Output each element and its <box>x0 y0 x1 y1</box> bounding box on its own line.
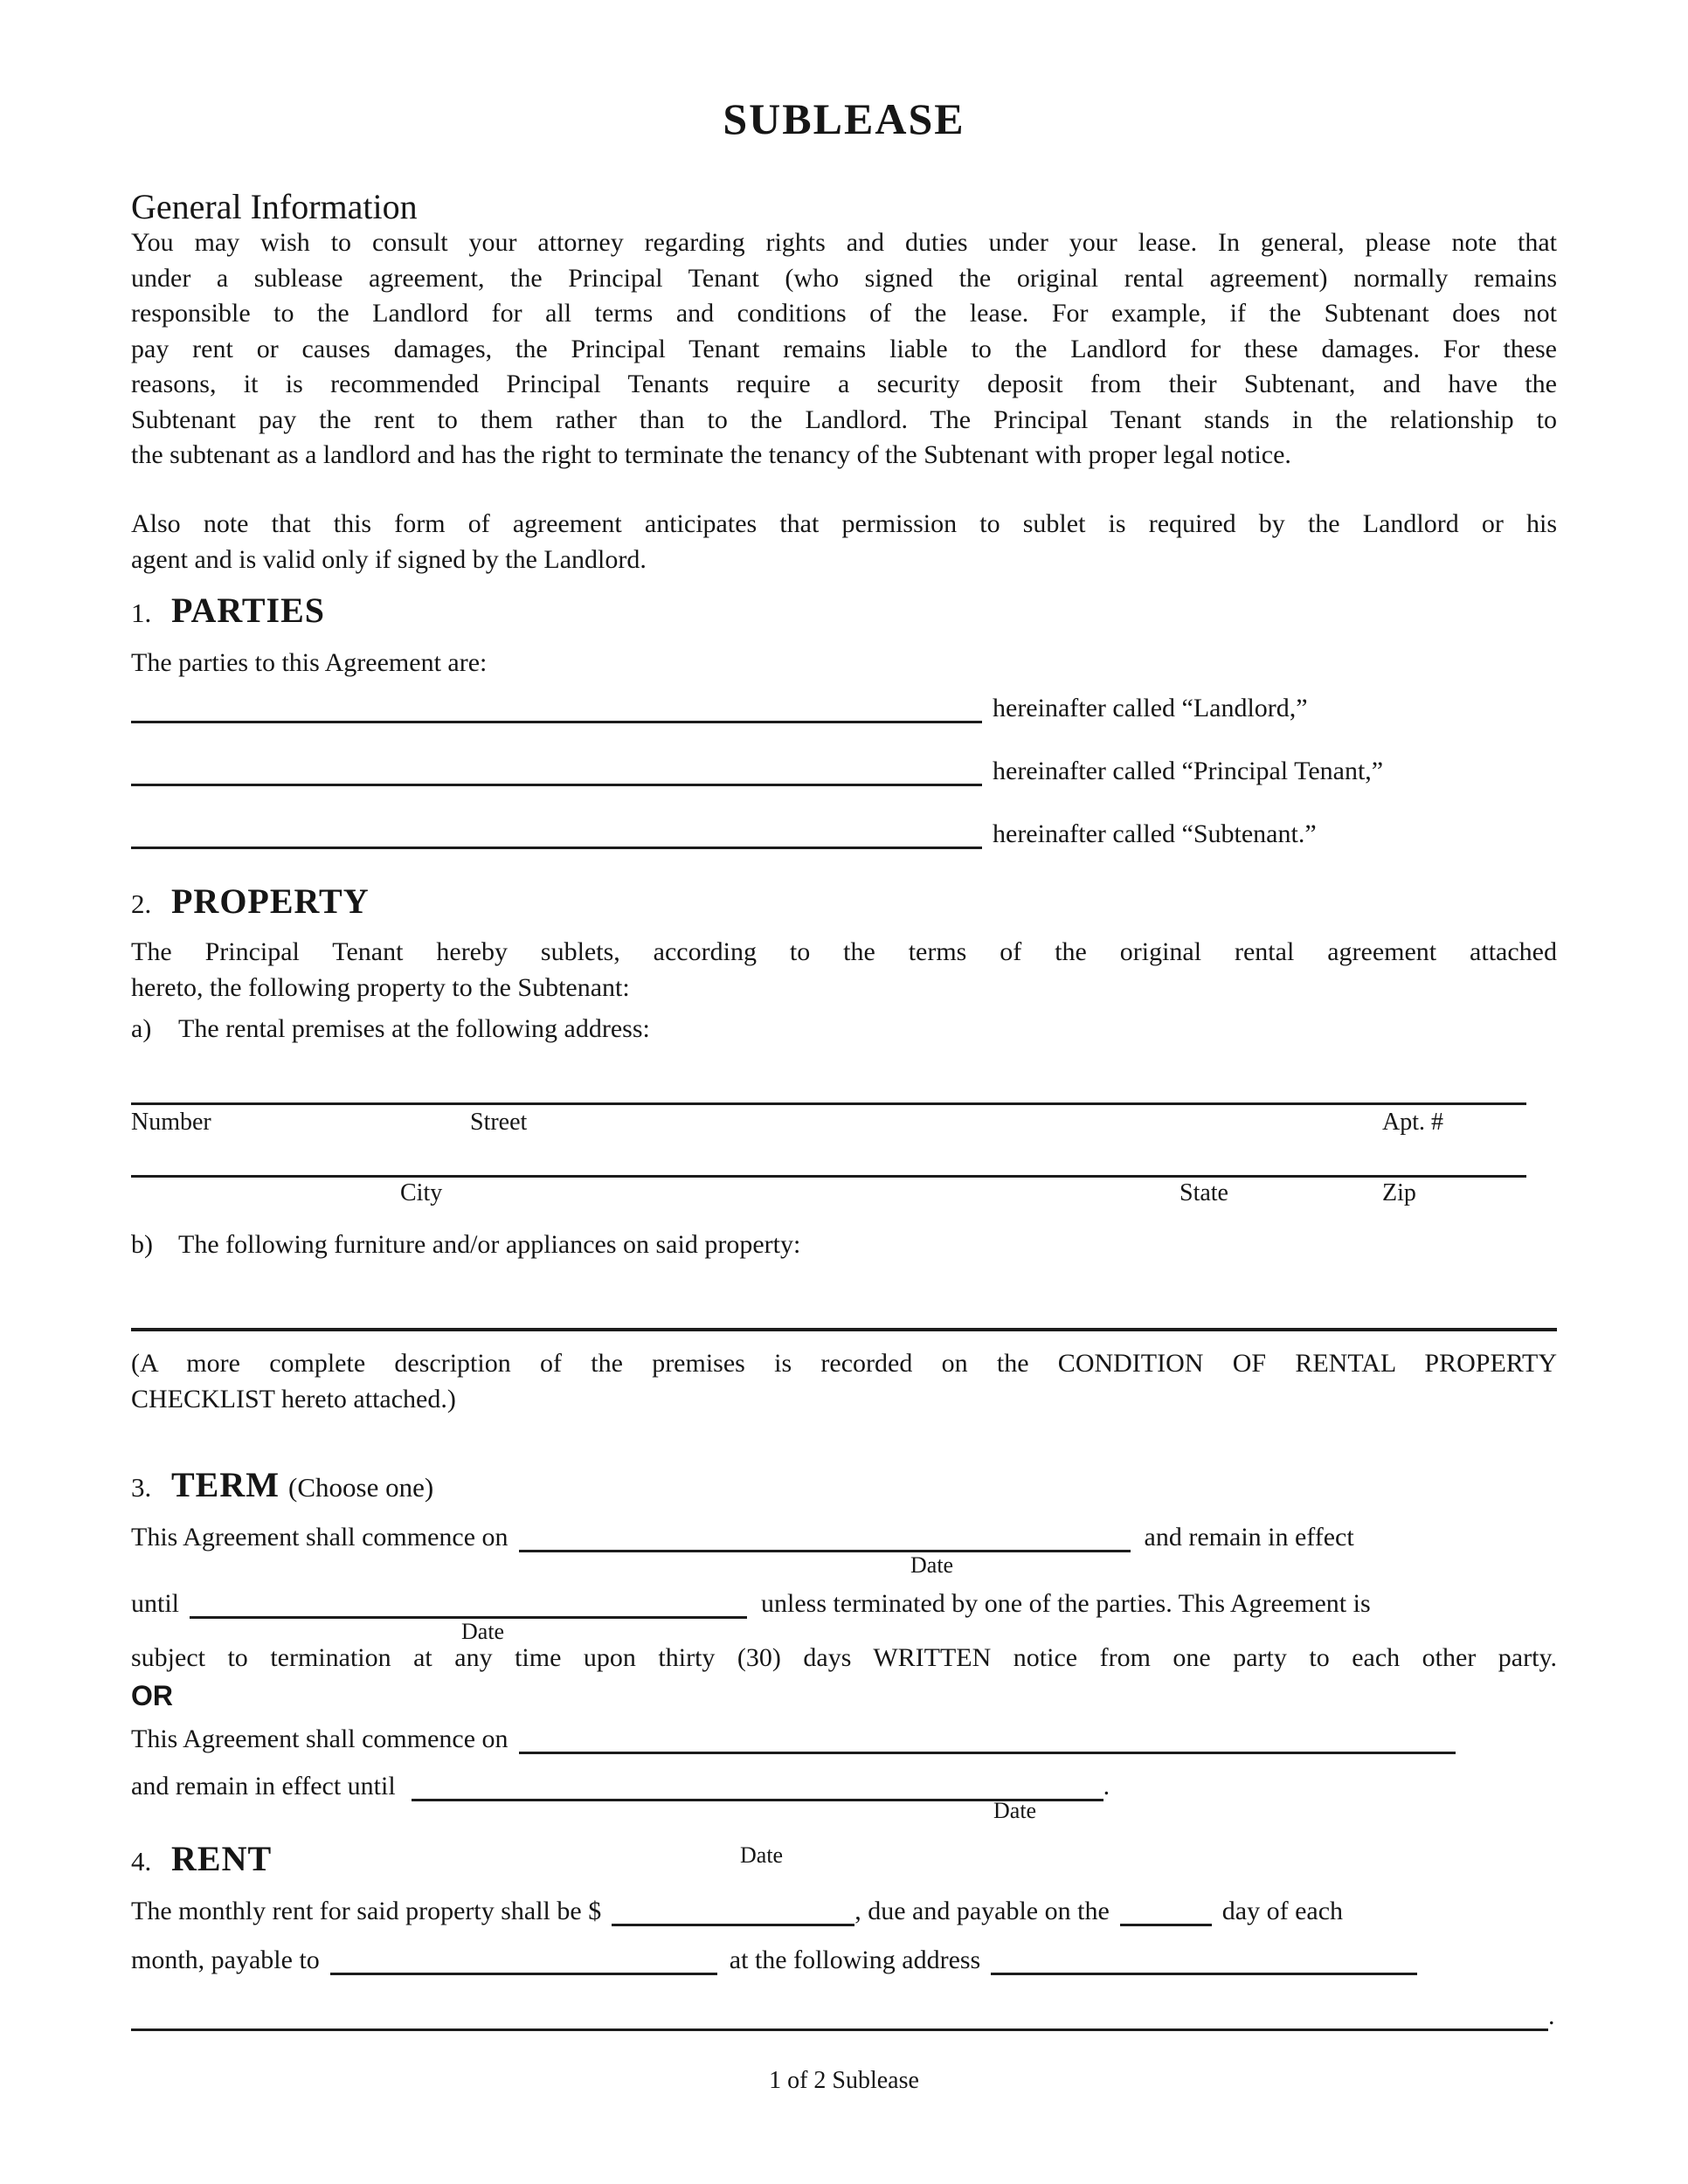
date-label: Date <box>740 1842 784 1868</box>
section-number: 4. <box>131 1846 152 1876</box>
section-number: 3. <box>131 1472 152 1503</box>
term-section-heading <box>131 1465 1557 1507</box>
list-marker: b) <box>131 1230 153 1259</box>
party-row-label: hereinafter called “Principal Tenant,” <box>993 757 1384 785</box>
section-title: PROPERTY <box>171 881 370 921</box>
party-row-principal-tenant <box>131 754 1557 790</box>
paragraph-line: (A more complete description of the premises is recorded on the CONDITION OF RENTAL PROPERTY <box>131 1349 1557 1378</box>
section-title: PARTIES <box>171 591 326 630</box>
address-line-1-blank[interactable] <box>131 1102 1526 1105</box>
list-marker: a) <box>131 1014 152 1043</box>
item-text: The following furniture and/or appliances on said property: <box>178 1230 801 1259</box>
row-text: unless terminated by one of the parties. This Agreement is <box>761 1589 1371 1618</box>
property-section-heading <box>131 881 1557 923</box>
row-text: The monthly rent for said property shall be $ <box>131 1897 602 1925</box>
rent-payable-row <box>131 1943 1557 1979</box>
row-text: day of each <box>1221 1897 1344 1925</box>
section-number: 2. <box>131 888 152 919</box>
term-option2-commence-row <box>131 1722 1557 1758</box>
rent-amount-blank[interactable] <box>612 1915 854 1926</box>
date-label: Date <box>461 1619 505 1644</box>
party-row-landlord <box>131 691 1557 727</box>
general-information-heading: General Information <box>131 187 418 226</box>
payment-address-blank[interactable] <box>991 1964 1417 1975</box>
payment-address-blank-2[interactable] <box>131 2020 1548 2031</box>
row-text: This Agreement shall commence on <box>131 1724 508 1753</box>
choose-one-note: (Choose one) <box>288 1472 434 1503</box>
date-label: Date <box>993 1798 1037 1823</box>
paragraph-line: CHECKLIST hereto attached.) <box>131 1384 456 1413</box>
due-day-blank[interactable] <box>1120 1915 1212 1926</box>
or-separator: OR <box>131 1680 173 1711</box>
sublet-permission-note-paragraph <box>131 507 1557 577</box>
payable-to-blank[interactable] <box>330 1964 717 1975</box>
period-text: . <box>1548 2001 1555 2030</box>
period-text: . <box>1103 1772 1110 1800</box>
property-paragraph <box>131 935 1557 1006</box>
paragraph-line: responsible to the Landlord for all terms and conditions of the lease. For example, if the Subtenant does not <box>131 299 1557 328</box>
rent-amount-row <box>131 1894 1557 1930</box>
checklist-note-paragraph <box>131 1346 1557 1417</box>
row-text: at the following address <box>729 1946 981 1974</box>
paragraph-line: the subtenant as a landlord and has the right to terminate the tenancy of the Subtenant with proper legal notice. <box>131 440 1291 469</box>
property-item-b <box>131 1227 1557 1263</box>
term-option2-until-row <box>131 1769 1557 1805</box>
section-number: 1. <box>131 598 152 628</box>
parties-section-heading <box>131 593 1557 632</box>
term-option1-commence-row <box>131 1520 1557 1556</box>
state-label: State <box>1180 1179 1228 1206</box>
termination-date-blank[interactable] <box>190 1607 747 1619</box>
number-label: Number <box>131 1109 211 1136</box>
general-information-paragraph <box>131 225 1557 473</box>
page-title: SUBLEASE <box>723 94 965 143</box>
paragraph-line: You may wish to consult your attorney regarding rights and duties under your lease. In general, please note that <box>131 228 1557 257</box>
paragraph-line: The Principal Tenant hereby sublets, according to the terms of the original rental agreement attached <box>131 937 1557 966</box>
party-row-subtenant <box>131 817 1557 853</box>
paragraph-line: Also note that this form of agreement anticipates that permission to sublet is required by the Landlord or his <box>131 509 1557 538</box>
row-text: month, payable to <box>131 1946 320 1974</box>
subtenant-name-blank[interactable] <box>131 838 982 849</box>
page-footer: 1 of 2 Sublease <box>769 2067 919 2094</box>
address-line-2-blank[interactable] <box>131 1175 1526 1178</box>
zip-label: Zip <box>1382 1179 1416 1206</box>
property-item-a <box>131 1012 1557 1047</box>
paragraph-line: agent and is valid only if signed by the Landlord. <box>131 544 647 574</box>
row-text: and remain in effect until <box>131 1772 396 1800</box>
row-text: until <box>131 1589 180 1618</box>
paragraph-line: reasons, it is recommended Principal Tenants require a security deposit from their Subtenant, and have the <box>131 370 1557 398</box>
apt-number-label: Apt. # <box>1382 1109 1443 1136</box>
street-label: Street <box>470 1109 528 1136</box>
party-row-label: hereinafter called “Landlord,” <box>993 694 1308 722</box>
paragraph-line: pay rent or causes damages, the Principal Tenant remains liable to the Landlord for these damages. For these <box>131 334 1557 363</box>
furniture-appliances-blank[interactable] <box>131 1328 1557 1331</box>
row-text: This Agreement shall commence on <box>131 1523 508 1552</box>
paragraph-line: Subtenant pay the rent to them rather than to the Landlord. The Principal Tenant stands in the relationship to <box>131 404 1557 434</box>
item-text: The rental premises at the following address: <box>178 1014 650 1043</box>
term-termination-notice-line: subject to termination at any time upon thirty (30) days WRITTEN notice from one party to each other party. <box>131 1643 1557 1672</box>
section-title: TERM <box>171 1465 280 1504</box>
section-title: RENT <box>171 1839 273 1878</box>
row-text: and remain in effect <box>1144 1523 1354 1552</box>
commencement-date-blank[interactable] <box>519 1541 1131 1552</box>
principal-tenant-name-blank[interactable] <box>131 775 982 786</box>
landlord-name-blank[interactable] <box>131 712 982 723</box>
term-option1-until-row <box>131 1586 1557 1622</box>
paragraph-line: hereto, the following property to the Subtenant: <box>131 972 630 1002</box>
party-row-label: hereinafter called “Subtenant.” <box>993 819 1317 848</box>
parties-intro: The parties to this Agreement are: <box>131 648 488 677</box>
paragraph-line: under a sublease agreement, the Principal Tenant (who signed the original rental agreement) normally remains <box>131 263 1557 293</box>
row-text: , due and payable on the <box>854 1897 1110 1925</box>
city-label: City <box>400 1179 443 1206</box>
rent-address-continuation-row <box>131 1999 1557 2035</box>
date-label: Date <box>910 1552 954 1578</box>
rent-section-heading <box>131 1839 1557 1881</box>
commencement-date-blank[interactable] <box>519 1743 1456 1754</box>
